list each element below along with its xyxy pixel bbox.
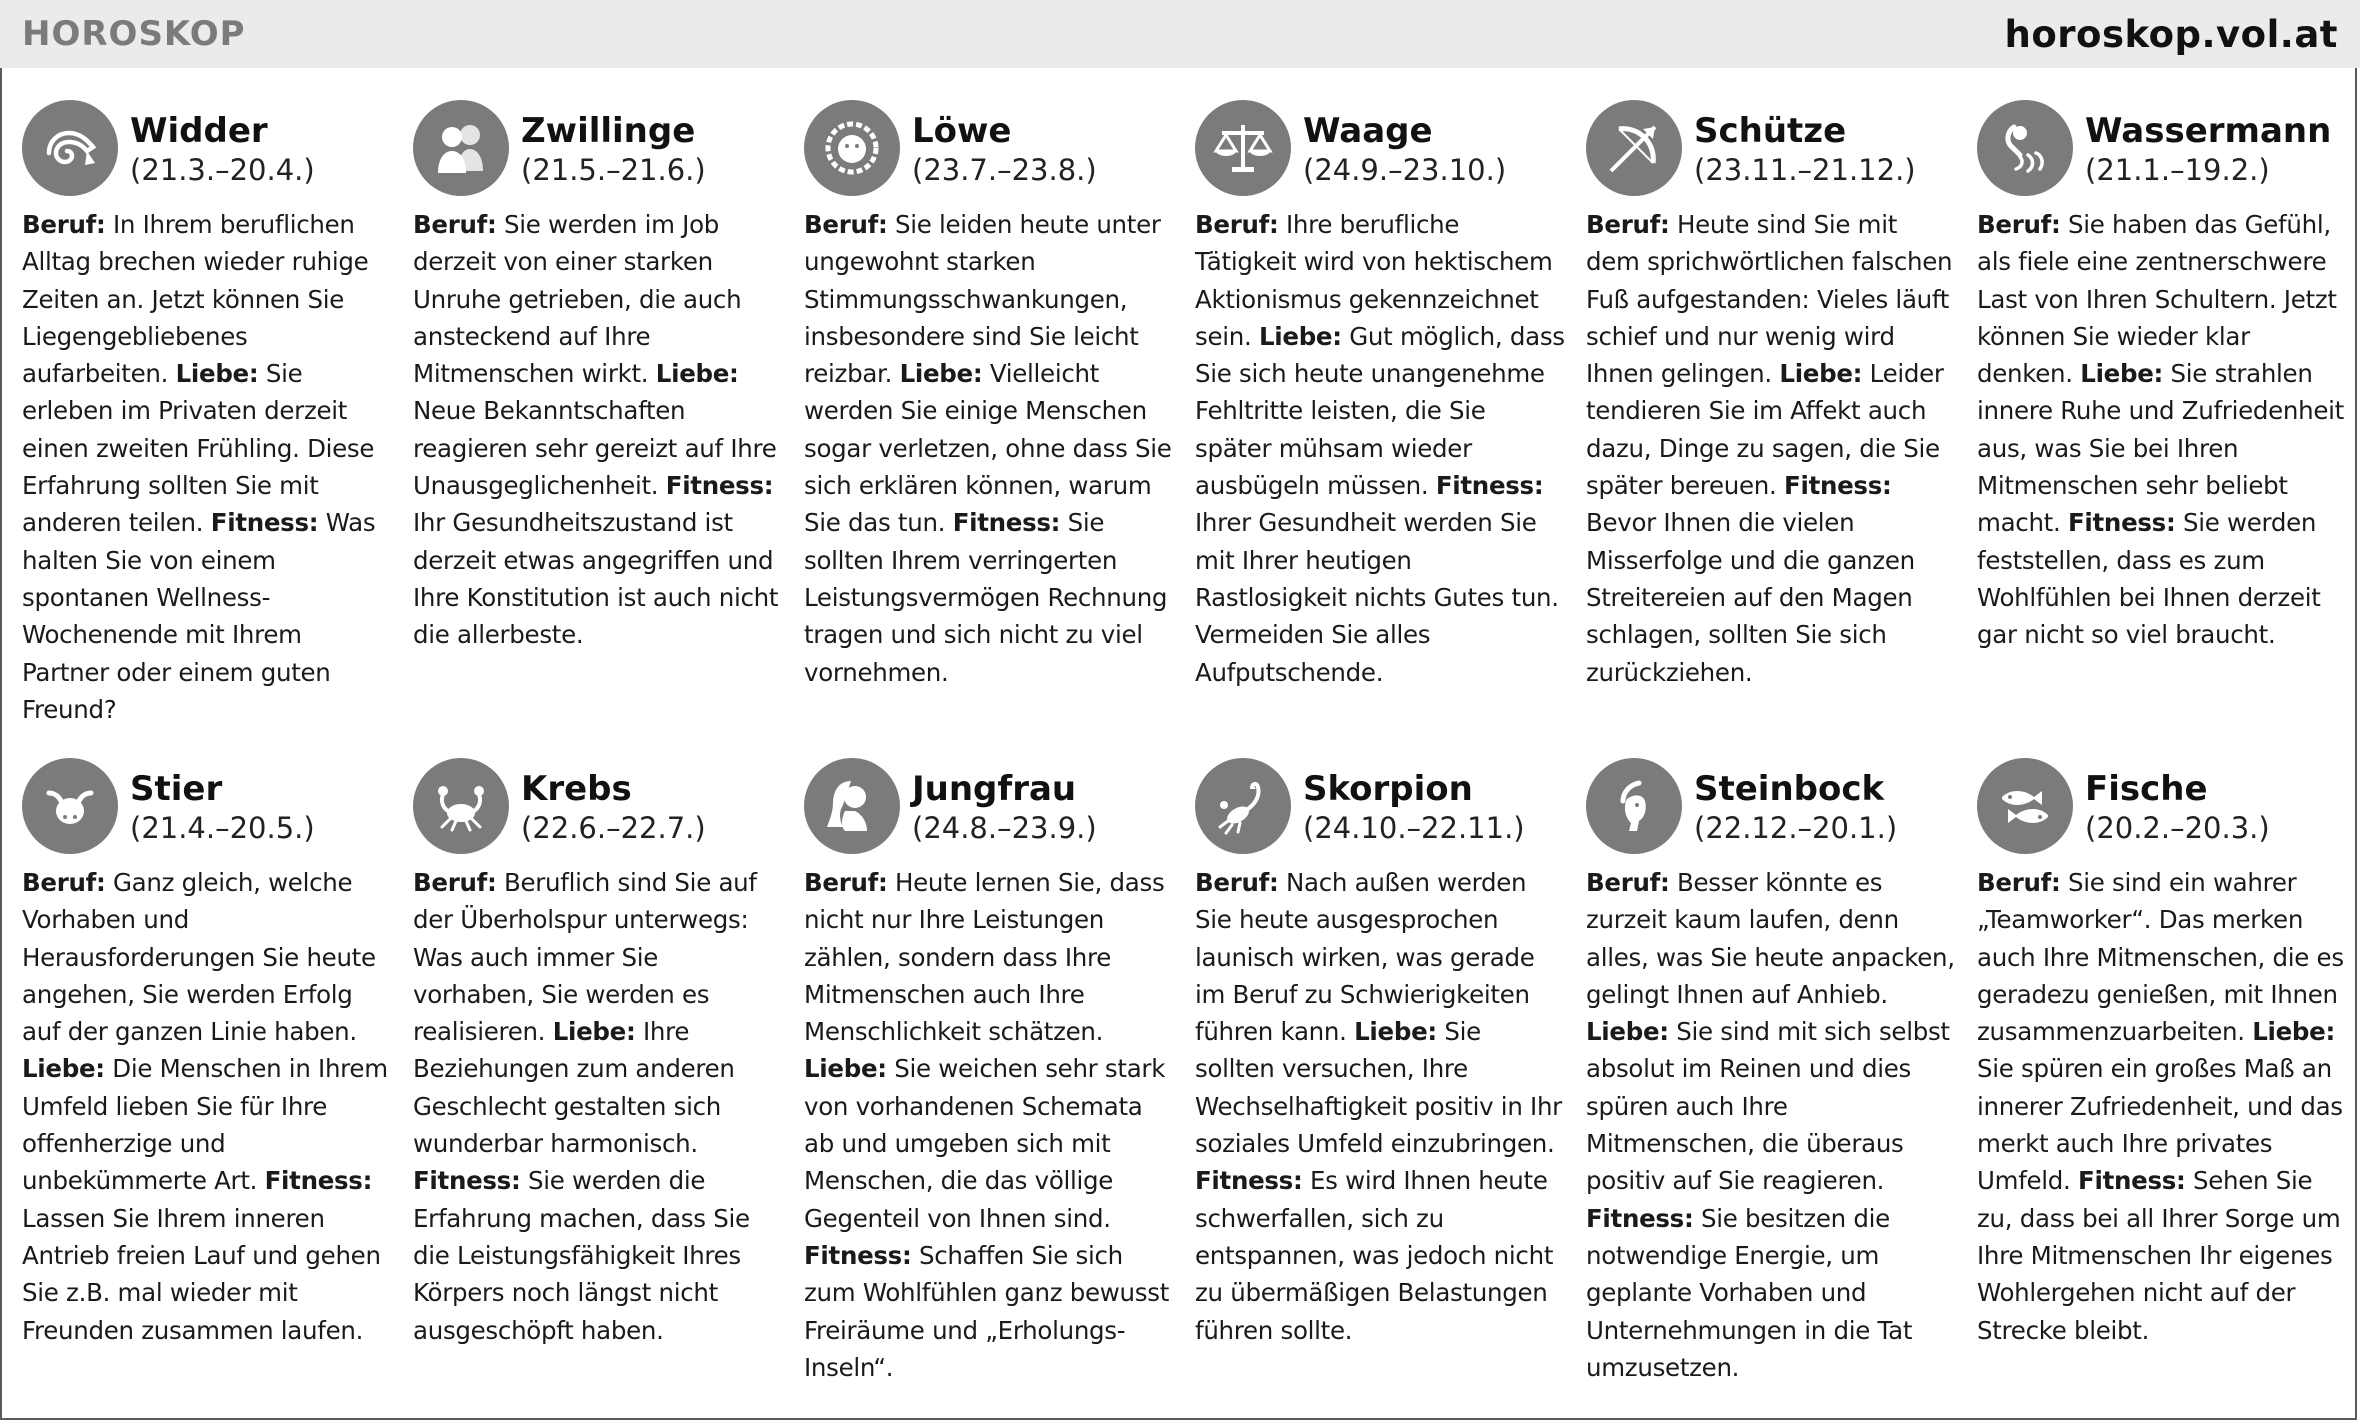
beruf-text: Ihre berufliche Tätigkeit wird von hektischem Aktionismus gekennzeichnet sein. xyxy=(1195,210,1553,351)
beruf-label: Beruf: xyxy=(413,868,497,897)
liebe-text: Sie erleben im Privaten derzeit einen zweiten Frühling. Diese Erfahrung sollten Sie mit anderen teilen. xyxy=(22,359,375,538)
goat-icon xyxy=(1586,758,1682,854)
fitness-label: Fitness: xyxy=(2067,508,2176,538)
lion-icon xyxy=(804,100,900,196)
liebe-label: Liebe: xyxy=(1354,1017,1437,1047)
sign-jungfrau xyxy=(804,758,1174,1398)
fitness-label: Fitness: xyxy=(413,1166,521,1196)
crab-icon xyxy=(413,758,509,854)
beruf-text: Beruflich sind Sie auf der Überholspur unterwegs: Was auch immer Sie vorhaben, Sie werden es realisieren. xyxy=(413,868,757,1047)
horoscope-grid xyxy=(22,100,2342,1400)
sign-dates: (24.8.–23.9.) xyxy=(912,811,1097,845)
beruf-text: Sie haben das Gefühl, als fiele eine zentnerschwere Last von Ihren Schultern. Jetzt können Sie wieder klar denken. xyxy=(1977,210,2337,389)
sign-name: Fische xyxy=(2085,769,2208,809)
sign-dates: (20.2.–20.3.) xyxy=(2085,811,2270,845)
liebe-label: Liebe: xyxy=(1586,1017,1669,1047)
fitness-label: Fitness: xyxy=(665,471,774,501)
sign-text xyxy=(1977,206,2347,654)
fish-icon xyxy=(1977,758,2073,854)
page-header xyxy=(0,0,2360,68)
sign-fische xyxy=(1977,758,2347,1398)
fitness-label: Fitness: xyxy=(804,1240,912,1270)
fitness-label: Fitness: xyxy=(1784,471,1892,501)
sign-text xyxy=(804,206,1174,691)
liebe-label: Liebe: xyxy=(804,1054,887,1084)
sign-dates: (23.11.–21.12.) xyxy=(1694,153,1916,187)
beruf-label: Beruf: xyxy=(804,868,888,897)
liebe-text: Sie sollten versuchen, Ihre Wechselhaftigkeit positiv in Ihr soziales Umfeld einzubringen. xyxy=(1195,1017,1562,1159)
fitness-text: Sie werden die Erfahrung machen, dass Sie die Leistungsfähigkeit Ihres Körpers noch längst nicht ausgeschöpft haben. xyxy=(413,1166,750,1345)
fitness-text: Sie sollten Ihrem verringerten Leistungsvermögen Rechnung tragen und sich nicht zu viel vornehmen. xyxy=(804,508,1168,687)
liebe-text: Leider tendieren Sie im Affekt auch dazu, Dinge zu sagen, die Sie später bereuen. xyxy=(1586,359,1944,501)
sign-waage xyxy=(1195,100,1565,758)
site-link[interactable]: horoskop.vol.at xyxy=(2004,12,2338,56)
beruf-text: Sie leiden heute unter ungewohnt starken Stimmungsschwankungen, insbesondere sind Sie leicht reizbar. xyxy=(804,210,1161,389)
sign-loewe xyxy=(804,100,1174,758)
beruf-text: Sie sind ein wahrer „Teamworker“. Das merken auch Ihre Mitmenschen, die es geradezu genießen, mit Ihnen zusammenzuarbeiten. xyxy=(1977,868,2344,1047)
sign-text xyxy=(22,864,392,1349)
beruf-label: Beruf: xyxy=(1977,868,2061,897)
sign-stier xyxy=(22,758,392,1398)
beruf-text: Nach außen werden Sie heute ausgesprochen launisch wirken, was gerade im Beruf zu Schwierigkeiten führen kann. xyxy=(1195,868,1535,1047)
sign-name: Schütze xyxy=(1694,111,1847,151)
liebe-text: Neue Bekanntschaften reagieren sehr gereizt auf Ihre Unausgeglichenheit. xyxy=(413,396,777,501)
beruf-text: Besser könnte es zurzeit kaum laufen, denn alles, was Sie heute anpacken, gelingt Ihnen auf Anhieb. xyxy=(1586,868,1955,1009)
sign-text xyxy=(413,864,783,1349)
sign-name: Waage xyxy=(1303,111,1433,151)
liebe-text: Sie strahlen innere Ruhe und Zufriedenheit aus, was Sie bei Ihren Mitmenschen sehr beliebt macht. xyxy=(1977,359,2344,538)
beruf-label: Beruf: xyxy=(1977,210,2061,239)
sign-wassermann xyxy=(1977,100,2347,758)
beruf-label: Beruf: xyxy=(1586,868,1670,897)
beruf-text: Heute lernen Sie, dass nicht nur Ihre Leistungen zählen, sondern dass Ihre Mitmenschen auch Ihre Menschlichkeit schätzen. xyxy=(804,868,1165,1047)
bull-icon xyxy=(22,758,118,854)
fitness-text: Ihr Gesundheitszustand ist derzeit etwas angegriffen und Ihre Konstitution ist auch nicht die allerbeste. xyxy=(413,508,779,650)
liebe-label: Liebe: xyxy=(899,359,983,389)
liebe-text: Sie sind mit sich selbst absolut im Reinen und dies spüren auch Ihre Mitmenschen, die überaus positiv auf Sie reagieren. xyxy=(1586,1017,1950,1196)
fitness-text: Bevor Ihnen die vielen Misserfolge und die ganzen Streitereien auf den Magen schlagen, sollten Sie sich zurückziehen. xyxy=(1586,508,1915,687)
sign-text xyxy=(22,206,392,728)
sign-dates: (22.12.–20.1.) xyxy=(1694,811,1898,845)
liebe-text: Ihre Beziehungen zum anderen Geschlecht gestalten sich wunderbar harmonisch. xyxy=(413,1017,735,1159)
sign-name: Jungfrau xyxy=(912,769,1077,809)
scorpion-icon xyxy=(1195,758,1291,854)
fitness-label: Fitness: xyxy=(2078,1166,2186,1196)
sign-text xyxy=(413,206,783,654)
fitness-text: Sie werden feststellen, dass es zum Wohlfühlen bei Ihnen derzeit gar nicht so viel braucht. xyxy=(1977,508,2321,650)
sign-widder xyxy=(22,100,392,758)
liebe-text: Gut möglich, dass Sie sich heute unangenehme Fehltritte leisten, die Sie später mühsam wieder ausbügeln müssen. xyxy=(1195,321,1565,501)
beruf-text: In Ihrem beruflichen Alltag brechen wieder ruhige Zeiten an. Jetzt können Sie Liegengebliebenes aufarbeiten. xyxy=(22,210,369,389)
liebe-label: Liebe: xyxy=(2080,359,2164,389)
liebe-label: Liebe: xyxy=(1779,359,1863,389)
sign-name: Steinbock xyxy=(1694,769,1885,809)
beruf-label: Beruf: xyxy=(804,210,888,239)
page-title: HOROSKOP xyxy=(22,14,246,54)
fitness-label: Fitness: xyxy=(952,508,1061,538)
sign-name: Krebs xyxy=(521,769,632,809)
fitness-text: Was halten Sie von einem spontanen Wellness-Wochenende mit Ihrem Partner oder einem guten Freund? xyxy=(22,508,376,724)
sign-text xyxy=(1586,864,1956,1386)
liebe-label: Liebe: xyxy=(655,359,739,389)
sign-dates: (21.1.–19.2.) xyxy=(2085,153,2270,187)
maiden-icon xyxy=(804,758,900,854)
sign-schuetze xyxy=(1586,100,1956,758)
sign-name: Widder xyxy=(130,111,268,151)
ram-icon xyxy=(22,100,118,196)
liebe-text: Sie spüren ein großes Maß an innerer Zufriedenheit, und das merkt auch Ihre privates Umfeld. xyxy=(1977,1054,2343,1196)
beruf-label: Beruf: xyxy=(1195,210,1279,239)
sign-dates: (21.5.–21.6.) xyxy=(521,153,706,187)
sign-dates: (24.9.–23.10.) xyxy=(1303,153,1507,187)
beruf-text: Sie werden im Job derzeit von einer starken Unruhe getrieben, die auch ansteckend auf Ihre Mitmenschen wirkt. xyxy=(413,210,742,389)
fitness-text: Ihrer Gesundheit werden Sie mit Ihrer heutigen Rastlosigkeit nichts Gutes tun. Vermeiden Sie alles Aufputschende. xyxy=(1195,508,1559,687)
sign-dates: (21.3.–20.4.) xyxy=(130,153,315,187)
fitness-label: Fitness: xyxy=(1195,1166,1303,1196)
sign-krebs xyxy=(413,758,783,1398)
liebe-label: Liebe: xyxy=(552,1017,636,1047)
water-bearer-icon xyxy=(1977,100,2073,196)
fitness-label: Fitness: xyxy=(1586,1203,1694,1233)
fitness-label: Fitness: xyxy=(1435,471,1544,501)
sign-text xyxy=(1586,206,1956,691)
sign-steinbock xyxy=(1586,758,1956,1398)
sign-dates: (24.10.–22.11.) xyxy=(1303,811,1525,845)
sign-text xyxy=(1195,206,1565,691)
liebe-label: Liebe: xyxy=(1258,321,1342,351)
sign-name: Zwillinge xyxy=(521,111,696,151)
sign-name: Stier xyxy=(130,769,223,809)
fitness-text: Lassen Sie Ihrem inneren Antrieb freien Lauf und gehen Sie z.B. mal wieder mit Freunden zusammen laufen. xyxy=(22,1203,381,1345)
beruf-label: Beruf: xyxy=(413,210,497,239)
sign-skorpion xyxy=(1195,758,1565,1398)
twins-icon xyxy=(413,100,509,196)
beruf-label: Beruf: xyxy=(22,210,106,239)
beruf-text: Ganz gleich, welche Vorhaben und Herausforderungen Sie heute angehen, Sie werden Erfolg auf der ganzen Linie haben. xyxy=(22,868,376,1047)
liebe-text: Die Menschen in Ihrem Umfeld lieben Sie für Ihre offenherzige und unbekümmerte Art. xyxy=(22,1054,388,1196)
liebe-label: Liebe: xyxy=(2252,1017,2335,1047)
beruf-label: Beruf: xyxy=(22,868,106,897)
sign-dates: (22.6.–22.7.) xyxy=(521,811,706,845)
fitness-label: Fitness: xyxy=(264,1166,373,1196)
fitness-text: Sie besitzen die notwendige Energie, um geplante Vorhaben und Unternehmungen in die Tat umzusetzen. xyxy=(1586,1203,1913,1382)
liebe-text: Vielleicht werden Sie einige Menschen sogar verletzen, ohne dass Sie sich erklären können, warum Sie das tun. xyxy=(804,359,1172,538)
sign-name: Skorpion xyxy=(1303,769,1473,809)
sign-zwillinge xyxy=(413,100,783,758)
sign-text xyxy=(1195,864,1565,1349)
liebe-label: Liebe: xyxy=(22,1054,105,1084)
fitness-text: Es wird Ihnen heute schwerfallen, sich zu entspannen, was jedoch nicht zu übermäßigen Belastungen führen sollte. xyxy=(1195,1166,1554,1345)
liebe-label: Liebe: xyxy=(175,359,259,389)
fitness-text: Schaffen Sie sich zum Wohlfühlen ganz bewusst Freiräume und „Erholungs-Inseln“. xyxy=(804,1240,1169,1382)
beruf-label: Beruf: xyxy=(1195,868,1279,897)
scales-icon xyxy=(1195,100,1291,196)
beruf-text: Heute sind Sie mit dem sprichwörtlichen falschen Fuß aufgestanden: Vieles läuft schief und nur wenig wird Ihnen gelingen. xyxy=(1586,210,1953,389)
archer-icon xyxy=(1586,100,1682,196)
beruf-label: Beruf: xyxy=(1586,210,1670,239)
sign-dates: (23.7.–23.8.) xyxy=(912,153,1097,187)
fitness-text: Sehen Sie zu, dass bei all Ihrer Sorge um Ihre Mitmenschen Ihr eigenes Wohlergehen nicht auf der Strecke bleibt. xyxy=(1977,1166,2341,1345)
fitness-label: Fitness: xyxy=(210,508,319,538)
sign-text xyxy=(1977,864,2347,1349)
sign-name: Wassermann xyxy=(2085,111,2332,151)
sign-dates: (21.4.–20.5.) xyxy=(130,811,315,845)
liebe-text: Sie weichen sehr stark von vorhandenen Schemata ab und umgeben sich mit Menschen, die das völlige Gegenteil von Ihnen sind. xyxy=(804,1054,1166,1233)
sign-text xyxy=(804,864,1174,1386)
sign-name: Löwe xyxy=(912,111,1012,151)
